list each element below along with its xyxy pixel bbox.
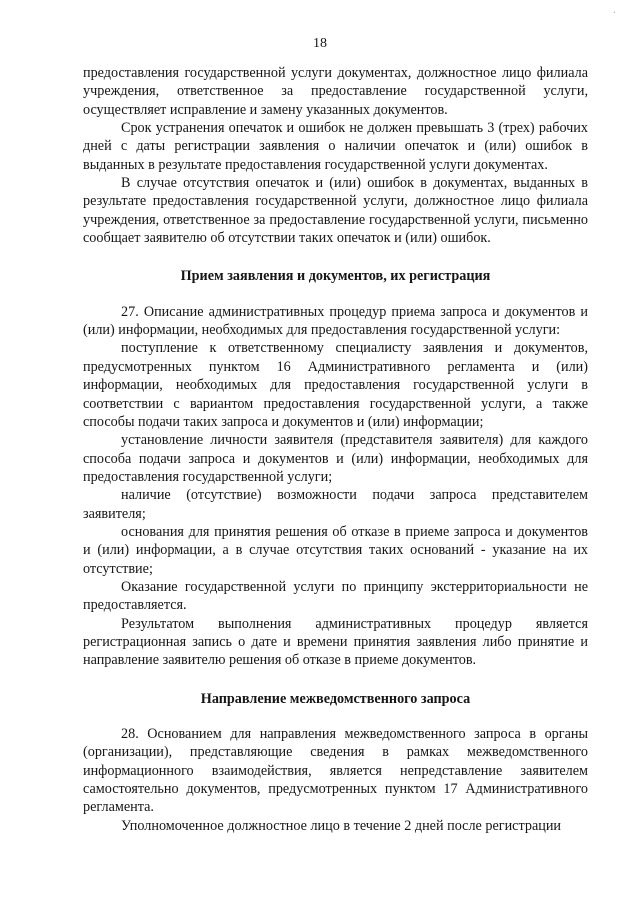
paragraph: 28. Основанием для направления межведомственного запроса в органы (организации), представляющие сведения в рамках межведомственного информационного взаимодействия, является непредставление заявителем самостоятельно документов, предусмотренных пунктом 17 Административного регламента. [83, 726, 588, 816]
paragraph: Оказание государственной услуги по принципу экстерриториальности не предоставляется. [83, 578, 588, 614]
paragraph: предоставления государственной услуги документах, должностное лицо филиала учреждения, ответственное за предоставление государственной услуги, осуществляет исправление и замену указанных документов. [83, 65, 588, 118]
paragraph: основания для принятия решения об отказе в приеме запроса и документов и (или) информации, а в случае отсутствия таких оснований - указание на их отсутствие; [83, 523, 588, 577]
section-heading: Прием заявления и документов, их регистрация [180, 268, 491, 285]
page-number: 18 [313, 36, 327, 51]
section-heading: Направление межведомственного запроса [200, 690, 471, 707]
paragraph: наличие (отсутствие) возможности подачи запроса представителем заявителя; [83, 487, 588, 522]
paragraph: Уполномоченное должностное лицо в течение 2 дней после регистрации [121, 817, 562, 834]
paragraph: поступление к ответственному специалисту заявления и документов, предусмотренных пунктом 16 Административного регламента и (или) информации, необходимых для предоставления государственной услуги в соответствии с вариантом предоставления государственной услуги, а также способы подачи таких запроса и документов и (или) информации; [83, 340, 588, 430]
paragraph: Срок устранения опечаток и ошибок не должен превышать 3 (трех) рабочих дней с даты регистрации заявления о наличии опечаток и (или) ошибок в выданных в результате предоставления государственной услуги документах. [83, 120, 588, 173]
corner-mark: · [612, 8, 616, 19]
document-body [83, 64, 588, 835]
paragraph: 27. Описание административных процедур приема запроса и документов и (или) информации, необходимых для предоставления государственной услуги: [83, 303, 588, 339]
paragraph: установление личности заявителя (представителя заявителя) для каждого способа подачи запроса и документов и (или) информации, необходимых для предоставления государственной услуги; [83, 432, 588, 485]
paragraph: В случае отсутствия опечаток и (или) ошибок в документах, выданных в результате предоставления государственной услуги, должностное лицо филиала учреждения, ответственное за предоставление государственной услуги, письменно сообщает заявителю об отсутствии таких опечаток и (или) ошибок. [83, 175, 588, 247]
paragraph: Результатом выполнения административных процедур является регистрационная запись о дате и времени принятия заявления либо принятие и направление заявителю решения об отказе в приеме документов. [83, 615, 588, 669]
